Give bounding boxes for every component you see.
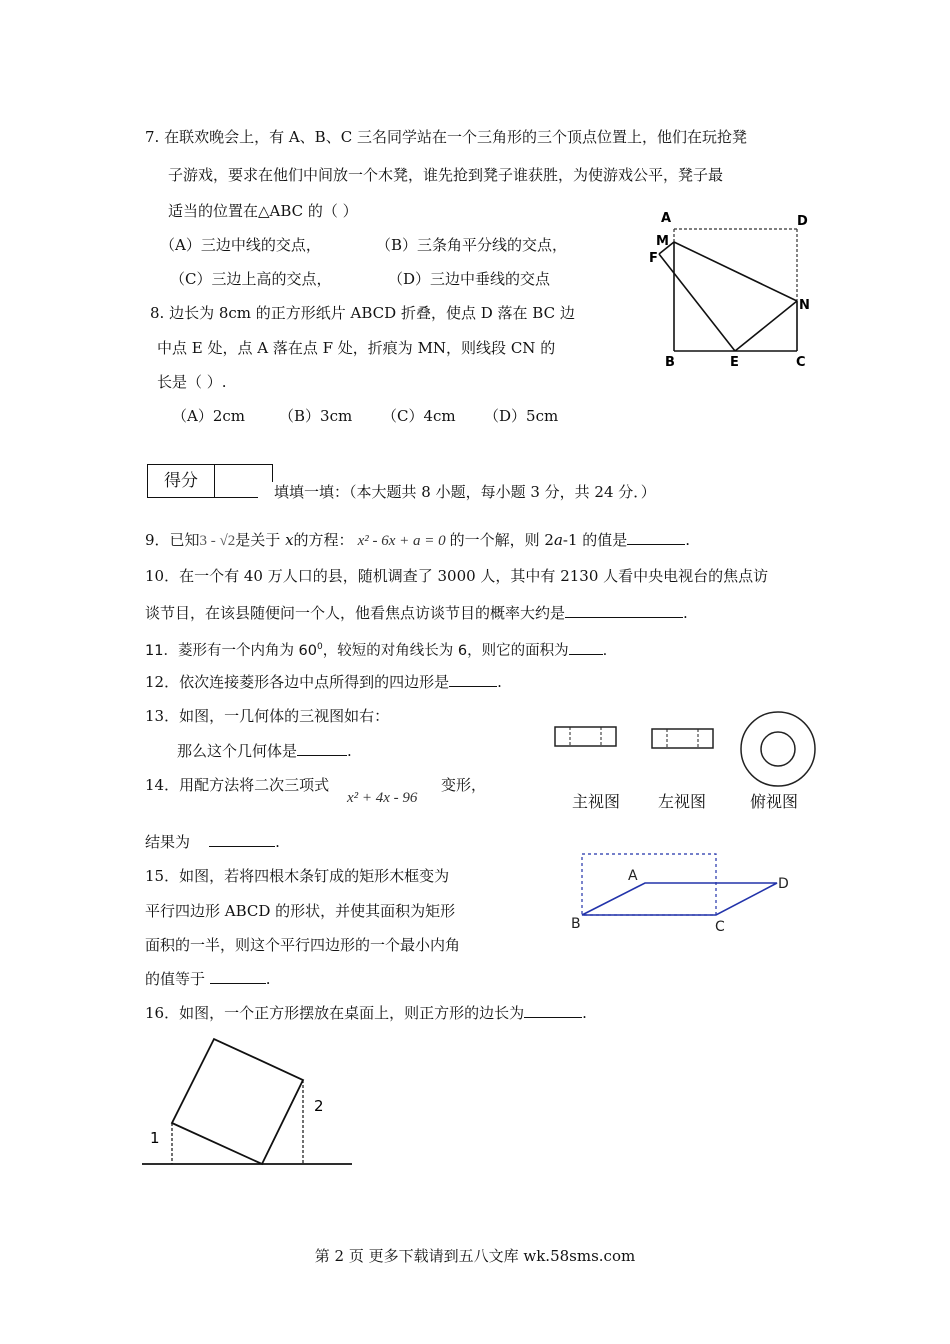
q7-option-d: （D）三边中垂线的交点	[388, 270, 551, 288]
q10-answer-blank[interactable]	[565, 603, 683, 618]
q7-line1: 7. 在联欢晚会上，有 A、B、C 三名同学站在一个三角形的三个顶点位置上，他们在玩抢凳	[145, 128, 747, 146]
score-label: 得分	[164, 471, 198, 491]
q8-label-a: A	[661, 211, 672, 226]
q13-figure	[545, 708, 835, 813]
q15-label-c: C	[715, 919, 725, 935]
q16-answer-blank[interactable]	[524, 1003, 582, 1018]
q9: 9．已知3 - √2是关于 x的方程： x² - 6x + a = 0 的一个解，则 2a-1 的值是 .	[145, 531, 691, 549]
q10-line2-text: 谈节目，在该县随便问一个人，他看焦点访谈节目的概率大约是	[145, 604, 566, 622]
q14-pre: 14．用配方法将二次三项式	[145, 776, 330, 794]
q8-line1: 8. 边长为 8cm 的正方形纸片 ABCD 折叠，使点 D 落在 BC 边	[150, 304, 575, 322]
q9-root: 3 - √2	[199, 533, 236, 549]
q7-option-c: （C）三边上高的交点，	[170, 270, 332, 288]
q8-option-d: （D）5cm	[484, 407, 559, 425]
q12: 12．依次连接菱形各边中点所得到的四边形是 .	[145, 673, 502, 691]
q8-line3: 长是（ ）.	[157, 373, 227, 391]
q9-answer-blank[interactable]	[627, 530, 685, 545]
q15-figure	[565, 848, 800, 938]
q12-text: 12．依次连接菱形各边中点所得到的四边形是	[145, 673, 450, 691]
q8-label-m: M	[656, 234, 669, 249]
q14-line2: 结果为 .	[145, 833, 280, 851]
q8-fold-diagram	[645, 205, 815, 375]
q11-answer-blank[interactable]	[569, 640, 603, 655]
q11-degree: 0	[317, 642, 323, 652]
q10-line1: 10．在一个有 40 万人口的县，随机调查了 3000 人，其中有 2130 人看中央电视台的焦点访	[145, 567, 769, 585]
q9-mid2: 的方程：	[293, 531, 354, 549]
q16: 16．如图，一个正方形摆放在桌面上，则正方形的边长为 .	[145, 1004, 587, 1022]
q15-parallelogram-diagram	[565, 848, 800, 938]
q8-option-a: （A）2cm	[172, 407, 246, 425]
q11-pre: 11．菱形有一个内角为 60	[145, 642, 318, 659]
q8-figure	[645, 205, 815, 375]
q13-line2: 那么这个几何体是 .	[177, 742, 352, 760]
q16-label-1: 1	[150, 1129, 160, 1147]
q15-line1: 15．如图，若将四根木条钉成的矩形木框变为	[145, 867, 450, 885]
q8-option-b: （B）3cm	[279, 407, 353, 425]
q7-line3: 适当的位置在△ABC 的（ ）	[168, 202, 358, 220]
q14-post: 变形，	[441, 776, 487, 794]
q8-label-c: C	[796, 355, 806, 370]
q14-expression: x² + 4x - 96	[347, 790, 418, 806]
q11-post: ，较短的对角线长为 6，则它的面积为	[322, 642, 569, 659]
q14-answer-blank[interactable]	[209, 832, 275, 847]
q13-answer-blank[interactable]	[297, 741, 347, 756]
q10-line2: 谈节目，在该县随便问一个人，他看焦点访谈节目的概率大约是 .	[145, 604, 688, 622]
q8-label-d: D	[797, 214, 808, 229]
q9-mid3: 的一个解，则 2	[449, 531, 554, 549]
q8-label-f: F	[649, 251, 658, 266]
q7-option-a: （A）三边中线的交点，	[160, 236, 321, 254]
q8-line2: 中点 E 处，点 A 落在点 F 处，折痕为 MN，则线段 CN 的	[157, 339, 556, 357]
q15-label-b: B	[571, 916, 581, 932]
q15-line4-text: 的值等于	[145, 970, 206, 988]
q9-x: x	[285, 531, 294, 549]
q15-label-a: A	[628, 868, 638, 884]
q13-left-view-label: 左视图	[658, 792, 707, 811]
q9-equation: x² - 6x + a = 0	[357, 533, 446, 549]
q9-pre: 9．已知	[145, 531, 200, 549]
q15-label-d: D	[778, 876, 789, 892]
q7-option-b: （B）三条角平分线的交点，	[376, 236, 568, 254]
q8-label-e: E	[730, 355, 739, 370]
q16-label-2: 2	[314, 1097, 324, 1115]
q15-line2: 平行四边形 ABCD 的形状，并使其面积为矩形	[145, 902, 456, 920]
q15-answer-blank[interactable]	[210, 969, 266, 984]
q16-text: 16．如图，一个正方形摆放在桌面上，则正方形的边长为	[145, 1004, 525, 1022]
q13-line1: 13．如图，一几何体的三视图如右：	[145, 707, 390, 725]
q11: 11．菱形有一个内角为 $60^0$，较短的对角线长为 6，则它的面积为 .	[145, 637, 607, 661]
q9-post: -1 的值是	[562, 531, 628, 549]
q8-label-b: B	[665, 355, 675, 370]
q9-a: a	[553, 531, 563, 549]
q12-answer-blank[interactable]	[449, 672, 497, 687]
q13-top-view-label: 俯视图	[750, 792, 799, 811]
q7-line2: 子游戏，要求在他们中间放一个木凳，谁先抢到凳子谁获胜，为使游戏公平，凳子最	[168, 166, 724, 184]
q15-line3: 面积的一半，则这个平行四边形的一个最小内角	[145, 936, 461, 954]
q15-line4: 的值等于 .	[145, 970, 271, 988]
q13-front-view-label: 主视图	[572, 792, 621, 811]
q16-figure	[142, 1033, 357, 1173]
q8-label-n: N	[799, 298, 810, 313]
page-footer: 第 2 页 更多下载请到五八文库 wk.58sms.com	[314, 1247, 636, 1265]
q9-mid1: 是关于	[235, 531, 281, 549]
q16-square-diagram	[142, 1033, 357, 1173]
score-box	[147, 464, 273, 498]
section2-title: 填填一填：（本大题共 8 小题，每小题 3 分，共 24 分．）	[258, 482, 656, 502]
q14-line2-text: 结果为	[145, 833, 191, 851]
q8-option-c: （C）4cm	[382, 407, 456, 425]
q13-line2-text: 那么这个几何体是	[177, 742, 298, 760]
